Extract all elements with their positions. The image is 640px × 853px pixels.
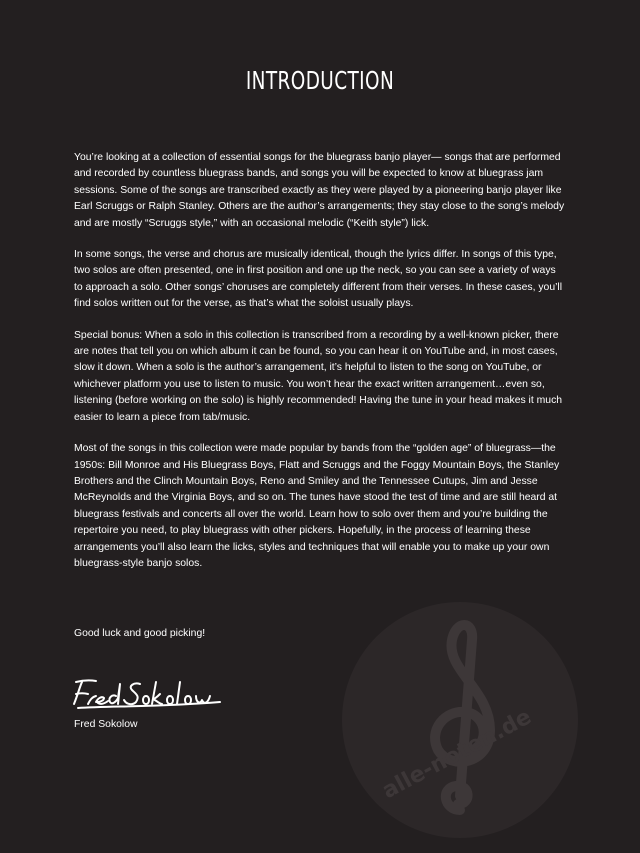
paragraph: Special bonus: When a solo in this collection is transcribed from a recording by a well-known picker, there are notes that tell you on which album it can be found, so you can hear it on YouTube and, in most cases, slow it down. When a solo is the author’s arrangement, it’s helpful to listen to the song on YouTube, or whichever platform you use to listen to music. You won’t hear the exact written arrangement…even so, listening (before working on the solo) is highly recommended! Having the tune in your head makes it much easier to learn a piece from tab/music. bbox=[74, 329, 563, 423]
intro-body bbox=[74, 150, 566, 587]
paragraph: Most of the songs in this collection were made popular by bands from the “golden age” of bluegrass—the 1950s: Bill Monroe and His Bluegrass Boys, Flatt and Scruggs and the Foggy Mountain Boys, the Stanley Brothers and the Clinch Mountain Boys, Reno and Smiley and the Tennessee Cutups, Jim and Jesse McReynolds and the Virginia Boys, and so on. The tunes have stood the test of time and are still heard at bluegrass festivals and concerts all over the world. Learn how to solo over them and you’re building the repertoire you need, to play bluegrass with other pickers. Hopefully, in the process of learning these arrangements you’ll also learn the licks, styles and techniques that will enable you to make up your own bluegrass-style banjo solos. bbox=[74, 443, 560, 569]
treble-clef-watermark-icon bbox=[340, 600, 580, 840]
author-name: Fred Sokolow bbox=[74, 719, 138, 730]
page-title: INTRODUCTION bbox=[245, 66, 395, 95]
closing-line: Good luck and good picking! bbox=[74, 628, 206, 639]
paragraph: In some songs, the verse and chorus are musically identical, though the lyrics differ. In songs of this type, two solos are often presented, one in first position and one up the neck, so you can see a variety of ways to approach a solo. Other songs’ choruses are completely different from their verses. In these cases, you’ll find solos written out for the verse, as that’s what the soloist usually plays. bbox=[74, 249, 563, 310]
watermark-text: alle-noten.de bbox=[378, 704, 536, 805]
signature-image bbox=[70, 674, 230, 714]
paragraph: You’re looking at a collection of essential songs for the bluegrass banjo player— songs that are performed and recorded by countless bluegrass bands, and songs you will be expected to know at bluegrass jam sessions. Some of the songs are transcribed exactly as they were played by a pioneering banjo player like Earl Scruggs or Ralph Stanley. Others are the author’s arrangements; they stay close to the song’s melody and are mostly “Scruggs style,” with an occasional melodic (“Keith style”) lick. bbox=[74, 152, 565, 229]
